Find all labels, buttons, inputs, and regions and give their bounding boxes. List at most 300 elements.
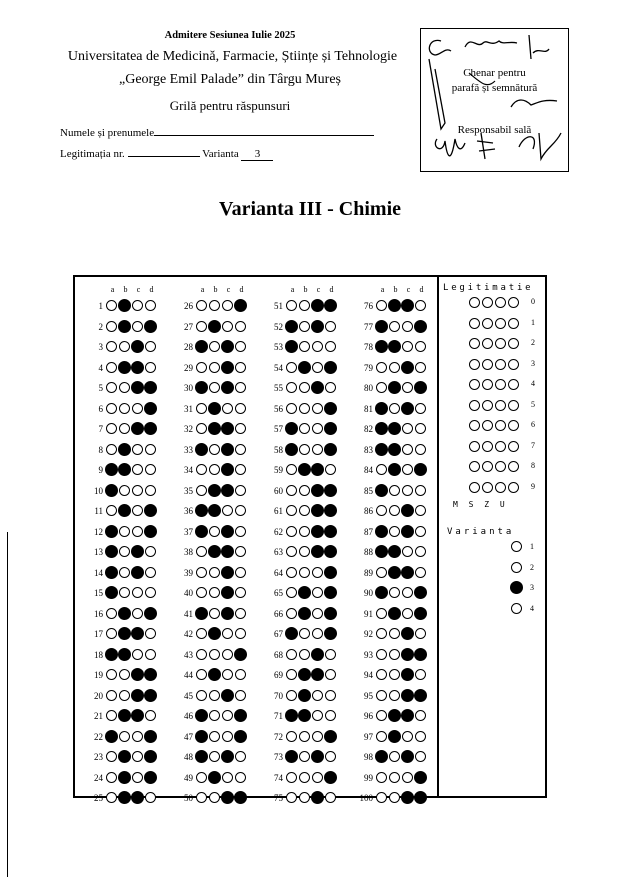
answer-bubble-b[interactable] [389,792,400,803]
answer-bubble-d-filled[interactable] [324,299,337,312]
answer-bubble-c-filled[interactable] [131,381,144,394]
answer-bubble-c-filled[interactable] [131,340,144,353]
variant-input[interactable]: 3 [241,148,273,161]
answer-bubble-b-filled[interactable] [118,791,131,804]
answer-bubble-d-filled[interactable] [324,607,337,620]
answer-bubble-b[interactable] [299,341,310,352]
answer-bubble-d[interactable] [235,690,246,701]
answer-bubble-d-filled[interactable] [324,566,337,579]
answer-bubble-c-filled[interactable] [401,402,414,415]
answer-bubble-b-filled[interactable] [298,463,311,476]
answer-bubble-d[interactable] [415,567,426,578]
answer-bubble-a[interactable] [286,300,297,311]
answer-bubble-b-filled[interactable] [298,361,311,374]
variant-bubble[interactable] [511,541,522,552]
answer-bubble-a[interactable] [106,403,117,414]
answer-bubble-b-filled[interactable] [388,730,401,743]
answer-bubble-b-filled[interactable] [388,607,401,620]
answer-bubble-b-filled[interactable] [118,361,131,374]
answer-bubble-b-filled[interactable] [118,504,131,517]
answer-bubble-c[interactable] [312,587,323,598]
answer-bubble-c[interactable] [132,444,143,455]
answer-bubble-b[interactable] [389,587,400,598]
answer-bubble-a-filled[interactable] [195,709,208,722]
answer-bubble-d-filled[interactable] [324,525,337,538]
answer-bubble-c-filled[interactable] [131,689,144,702]
id-digit-bubble[interactable] [469,318,480,329]
answer-bubble-a[interactable] [286,731,297,742]
answer-bubble-a[interactable] [106,341,117,352]
answer-bubble-c-filled[interactable] [131,668,144,681]
answer-bubble-c-filled[interactable] [401,668,414,681]
answer-bubble-b[interactable] [209,526,220,537]
answer-bubble-c[interactable] [312,341,323,352]
answer-bubble-b[interactable] [389,690,400,701]
id-digit-bubble[interactable] [469,297,480,308]
answer-bubble-a[interactable] [106,751,117,762]
answer-bubble-d[interactable] [145,792,156,803]
answer-bubble-a[interactable] [106,423,117,434]
answer-bubble-b[interactable] [209,731,220,742]
answer-bubble-b[interactable] [299,751,310,762]
answer-bubble-d[interactable] [145,587,156,598]
answer-bubble-c-filled[interactable] [401,566,414,579]
id-digit-bubble[interactable] [482,420,493,431]
id-digit-bubble[interactable] [508,482,519,493]
answer-bubble-a[interactable] [106,321,117,332]
answer-bubble-c-filled[interactable] [221,525,234,538]
answer-bubble-d[interactable] [145,710,156,721]
answer-bubble-a-filled[interactable] [375,320,388,333]
answer-bubble-d-filled[interactable] [144,402,157,415]
answer-bubble-a-filled[interactable] [285,750,298,763]
answer-bubble-b-filled[interactable] [388,566,401,579]
answer-bubble-b-filled[interactable] [118,648,131,661]
answer-bubble-d-filled[interactable] [414,791,427,804]
answer-bubble-b[interactable] [119,526,130,537]
id-digit-bubble[interactable] [482,441,493,452]
answer-bubble-c-filled[interactable] [221,340,234,353]
id-digit-bubble[interactable] [482,461,493,472]
id-digit-bubble[interactable] [508,400,519,411]
answer-bubble-c[interactable] [312,423,323,434]
answer-bubble-d[interactable] [415,731,426,742]
answer-bubble-a-filled[interactable] [105,484,118,497]
answer-bubble-a[interactable] [376,772,387,783]
answer-bubble-b-filled[interactable] [118,320,131,333]
id-digit-bubble[interactable] [469,420,480,431]
answer-bubble-b[interactable] [389,772,400,783]
id-digit-bubble[interactable] [508,420,519,431]
answer-bubble-c-filled[interactable] [401,689,414,702]
answer-bubble-c-filled[interactable] [311,791,324,804]
answer-bubble-a[interactable] [106,710,117,721]
answer-bubble-a-filled[interactable] [105,586,118,599]
answer-bubble-c-filled[interactable] [401,504,414,517]
answer-bubble-c[interactable] [132,731,143,742]
answer-bubble-d[interactable] [235,526,246,537]
answer-bubble-d-filled[interactable] [414,586,427,599]
answer-bubble-a[interactable] [106,362,117,373]
answer-bubble-c[interactable] [402,444,413,455]
variant-bubble[interactable] [511,603,522,614]
answer-bubble-a-filled[interactable] [375,750,388,763]
answer-bubble-d-filled[interactable] [324,361,337,374]
answer-bubble-b-filled[interactable] [208,771,221,784]
answer-bubble-d[interactable] [415,362,426,373]
answer-bubble-b[interactable] [209,464,220,475]
answer-bubble-c[interactable] [132,608,143,619]
answer-bubble-a-filled[interactable] [105,566,118,579]
answer-bubble-a[interactable] [196,403,207,414]
answer-bubble-b[interactable] [119,403,130,414]
answer-bubble-d-filled[interactable] [144,422,157,435]
answer-bubble-d-filled[interactable] [414,381,427,394]
answer-bubble-a[interactable] [196,772,207,783]
answer-bubble-a[interactable] [286,382,297,393]
answer-bubble-b[interactable] [389,649,400,660]
answer-bubble-a-filled[interactable] [375,443,388,456]
answer-bubble-c[interactable] [402,321,413,332]
answer-bubble-d-filled[interactable] [324,545,337,558]
answer-bubble-b-filled[interactable] [388,299,401,312]
answer-bubble-b[interactable] [299,526,310,537]
answer-bubble-a[interactable] [286,690,297,701]
answer-bubble-c-filled[interactable] [311,648,324,661]
answer-bubble-a-filled[interactable] [195,340,208,353]
answer-bubble-c[interactable] [132,485,143,496]
answer-bubble-d-filled[interactable] [234,791,247,804]
answer-bubble-a[interactable] [376,300,387,311]
answer-bubble-a[interactable] [286,485,297,496]
id-digit-bubble[interactable] [495,482,506,493]
answer-bubble-c-filled[interactable] [221,463,234,476]
answer-bubble-d-filled[interactable] [234,299,247,312]
answer-bubble-a[interactable] [286,526,297,537]
answer-bubble-c[interactable] [222,505,233,516]
answer-bubble-d[interactable] [145,341,156,352]
answer-bubble-b[interactable] [119,382,130,393]
answer-bubble-d[interactable] [235,444,246,455]
id-digit-bubble[interactable] [495,441,506,452]
answer-bubble-b[interactable] [389,485,400,496]
answer-bubble-c[interactable] [402,382,413,393]
answer-bubble-d-filled[interactable] [234,730,247,743]
answer-bubble-c[interactable] [402,731,413,742]
answer-bubble-a[interactable] [376,505,387,516]
answer-bubble-a-filled[interactable] [195,504,208,517]
id-digit-bubble[interactable] [469,400,480,411]
answer-bubble-b[interactable] [299,423,310,434]
answer-bubble-c-filled[interactable] [401,525,414,538]
answer-bubble-c-filled[interactable] [311,381,324,394]
answer-bubble-b-filled[interactable] [118,627,131,640]
id-digit-bubble[interactable] [508,461,519,472]
answer-bubble-a[interactable] [286,792,297,803]
answer-bubble-b-filled[interactable] [118,443,131,456]
answer-bubble-b[interactable] [209,341,220,352]
answer-bubble-b-filled[interactable] [208,320,221,333]
answer-bubble-b-filled[interactable] [388,422,401,435]
id-digit-bubble[interactable] [469,461,480,472]
answer-bubble-a-filled[interactable] [195,607,208,620]
answer-bubble-b[interactable] [209,300,220,311]
answer-bubble-b[interactable] [119,669,130,680]
answer-bubble-d-filled[interactable] [144,689,157,702]
answer-bubble-a[interactable] [196,649,207,660]
answer-bubble-a-filled[interactable] [285,443,298,456]
answer-bubble-d-filled[interactable] [324,402,337,415]
answer-bubble-a-filled[interactable] [375,402,388,415]
answer-bubble-d[interactable] [415,300,426,311]
answer-bubble-c[interactable] [312,403,323,414]
answer-bubble-c[interactable] [132,505,143,516]
answer-bubble-a[interactable] [376,464,387,475]
answer-bubble-a[interactable] [286,649,297,660]
answer-bubble-c-filled[interactable] [221,586,234,599]
answer-bubble-d-filled[interactable] [324,443,337,456]
answer-bubble-b-filled[interactable] [118,463,131,476]
answer-bubble-d[interactable] [235,587,246,598]
answer-bubble-c-filled[interactable] [131,545,144,558]
answer-bubble-c-filled[interactable] [131,627,144,640]
id-digit-bubble[interactable] [469,359,480,370]
answer-bubble-a[interactable] [196,690,207,701]
answer-bubble-c[interactable] [312,731,323,742]
answer-bubble-c-filled[interactable] [221,422,234,435]
id-digit-bubble[interactable] [482,318,493,329]
answer-bubble-c[interactable] [132,403,143,414]
id-digit-bubble[interactable] [482,338,493,349]
answer-bubble-c[interactable] [222,628,233,639]
answer-bubble-d-filled[interactable] [144,504,157,517]
answer-bubble-b[interactable] [209,792,220,803]
answer-bubble-d[interactable] [415,403,426,414]
answer-bubble-d-filled[interactable] [144,607,157,620]
answer-bubble-b-filled[interactable] [298,709,311,722]
answer-bubble-d[interactable] [325,710,336,721]
id-digit-bubble[interactable] [495,338,506,349]
answer-bubble-d[interactable] [235,464,246,475]
answer-bubble-c-filled[interactable] [221,607,234,620]
answer-bubble-b[interactable] [299,300,310,311]
answer-bubble-a-filled[interactable] [195,381,208,394]
answer-bubble-d-filled[interactable] [414,320,427,333]
answer-bubble-a[interactable] [196,464,207,475]
answer-bubble-b[interactable] [389,505,400,516]
id-digit-bubble[interactable] [482,482,493,493]
answer-bubble-d-filled[interactable] [144,750,157,763]
answer-bubble-d[interactable] [325,751,336,762]
answer-bubble-d-filled[interactable] [144,320,157,333]
answer-bubble-c[interactable] [402,485,413,496]
answer-bubble-b-filled[interactable] [208,402,221,415]
id-digit-bubble[interactable] [482,359,493,370]
id-digit-bubble[interactable] [508,297,519,308]
answer-bubble-d-filled[interactable] [324,422,337,435]
answer-bubble-b[interactable] [209,751,220,762]
answer-bubble-a[interactable] [106,300,117,311]
answer-bubble-c-filled[interactable] [131,791,144,804]
answer-bubble-d[interactable] [415,505,426,516]
answer-bubble-a[interactable] [376,628,387,639]
name-input[interactable] [154,124,374,136]
answer-bubble-a-filled[interactable] [105,463,118,476]
answer-bubble-b[interactable] [389,362,400,373]
answer-bubble-c-filled[interactable] [221,484,234,497]
answer-bubble-b[interactable] [209,710,220,721]
answer-bubble-c-filled[interactable] [401,299,414,312]
answer-bubble-a[interactable] [376,710,387,721]
answer-bubble-c-filled[interactable] [221,545,234,558]
answer-bubble-c[interactable] [402,608,413,619]
answer-bubble-c-filled[interactable] [221,361,234,374]
answer-bubble-a[interactable] [376,690,387,701]
answer-bubble-d[interactable] [415,423,426,434]
answer-bubble-b[interactable] [299,546,310,557]
id-digit-bubble[interactable] [508,318,519,329]
answer-bubble-a[interactable] [376,362,387,373]
answer-bubble-a-filled[interactable] [195,730,208,743]
answer-bubble-a-filled[interactable] [375,422,388,435]
answer-bubble-b[interactable] [209,382,220,393]
answer-bubble-d[interactable] [145,300,156,311]
answer-bubble-b-filled[interactable] [208,668,221,681]
answer-bubble-c-filled[interactable] [221,443,234,456]
answer-bubble-c-filled[interactable] [311,504,324,517]
answer-bubble-b[interactable] [209,362,220,373]
answer-bubble-d[interactable] [325,382,336,393]
answer-bubble-c[interactable] [222,669,233,680]
answer-bubble-c[interactable] [132,649,143,660]
answer-bubble-c[interactable] [402,423,413,434]
id-digit-bubble[interactable] [508,441,519,452]
answer-bubble-a[interactable] [286,772,297,783]
answer-bubble-d[interactable] [145,485,156,496]
answer-bubble-d-filled[interactable] [324,504,337,517]
answer-bubble-c-filled[interactable] [401,627,414,640]
id-digit-bubble[interactable] [495,318,506,329]
answer-bubble-c-filled[interactable] [311,750,324,763]
answer-bubble-d[interactable] [145,649,156,660]
variant-bubble[interactable] [511,562,522,573]
answer-bubble-c-filled[interactable] [401,791,414,804]
answer-bubble-b[interactable] [389,628,400,639]
answer-bubble-b[interactable] [299,485,310,496]
answer-bubble-b[interactable] [299,403,310,414]
answer-bubble-a-filled[interactable] [375,340,388,353]
answer-bubble-d[interactable] [145,567,156,578]
answer-bubble-b[interactable] [299,649,310,660]
answer-bubble-d-filled[interactable] [144,730,157,743]
answer-bubble-b[interactable] [389,321,400,332]
answer-bubble-a-filled[interactable] [375,484,388,497]
answer-bubble-b[interactable] [119,485,130,496]
answer-bubble-c[interactable] [132,751,143,762]
answer-bubble-b-filled[interactable] [208,422,221,435]
answer-bubble-a[interactable] [106,669,117,680]
answer-bubble-c[interactable] [312,567,323,578]
answer-bubble-a-filled[interactable] [105,545,118,558]
answer-bubble-d[interactable] [415,444,426,455]
answer-bubble-a[interactable] [286,567,297,578]
answer-bubble-a[interactable] [286,505,297,516]
answer-bubble-d[interactable] [235,403,246,414]
answer-bubble-a-filled[interactable] [285,320,298,333]
answer-bubble-d[interactable] [415,485,426,496]
answer-bubble-b-filled[interactable] [118,771,131,784]
answer-bubble-b-filled[interactable] [298,689,311,702]
answer-bubble-c-filled[interactable] [401,750,414,763]
answer-bubble-b-filled[interactable] [388,709,401,722]
answer-bubble-b-filled[interactable] [388,381,401,394]
answer-bubble-a[interactable] [376,731,387,742]
answer-bubble-c-filled[interactable] [311,484,324,497]
answer-bubble-a[interactable] [286,464,297,475]
answer-bubble-a[interactable] [286,403,297,414]
answer-bubble-d-filled[interactable] [324,771,337,784]
answer-bubble-c-filled[interactable] [311,525,324,538]
answer-bubble-c[interactable] [402,341,413,352]
answer-bubble-b[interactable] [119,546,130,557]
answer-bubble-c-filled[interactable] [221,566,234,579]
answer-bubble-a[interactable] [196,423,207,434]
answer-bubble-c-filled[interactable] [131,422,144,435]
answer-bubble-a[interactable] [286,587,297,598]
answer-bubble-a-filled[interactable] [285,709,298,722]
answer-bubble-b[interactable] [209,567,220,578]
answer-bubble-b-filled[interactable] [208,627,221,640]
answer-bubble-d-filled[interactable] [234,648,247,661]
answer-bubble-b[interactable] [299,321,310,332]
answer-bubble-b[interactable] [389,669,400,680]
answer-bubble-c-filled[interactable] [221,791,234,804]
answer-bubble-d[interactable] [145,546,156,557]
answer-bubble-c[interactable] [402,772,413,783]
answer-bubble-a[interactable] [106,382,117,393]
answer-bubble-b[interactable] [299,628,310,639]
answer-bubble-c[interactable] [132,526,143,537]
answer-bubble-b[interactable] [119,341,130,352]
answer-bubble-d[interactable] [415,710,426,721]
answer-bubble-a[interactable] [376,382,387,393]
answer-bubble-a[interactable] [376,608,387,619]
answer-bubble-a[interactable] [196,321,207,332]
answer-bubble-b-filled[interactable] [208,484,221,497]
answer-bubble-a[interactable] [286,362,297,373]
answer-bubble-a[interactable] [106,628,117,639]
answer-bubble-a-filled[interactable] [195,443,208,456]
answer-bubble-a[interactable] [286,669,297,680]
answer-bubble-d[interactable] [325,649,336,660]
answer-bubble-c[interactable] [312,772,323,783]
answer-bubble-d[interactable] [235,567,246,578]
answer-bubble-a-filled[interactable] [375,525,388,538]
answer-bubble-d[interactable] [235,321,246,332]
answer-bubble-d[interactable] [235,669,246,680]
answer-bubble-c-filled[interactable] [311,668,324,681]
answer-bubble-c[interactable] [312,608,323,619]
answer-bubble-b-filled[interactable] [208,545,221,558]
answer-bubble-d-filled[interactable] [144,525,157,538]
answer-bubble-b-filled[interactable] [388,545,401,558]
answer-bubble-b[interactable] [119,423,130,434]
answer-bubble-d[interactable] [235,772,246,783]
answer-bubble-b[interactable] [299,731,310,742]
id-input[interactable] [128,145,200,157]
answer-bubble-c-filled[interactable] [221,750,234,763]
id-digit-bubble[interactable] [495,461,506,472]
